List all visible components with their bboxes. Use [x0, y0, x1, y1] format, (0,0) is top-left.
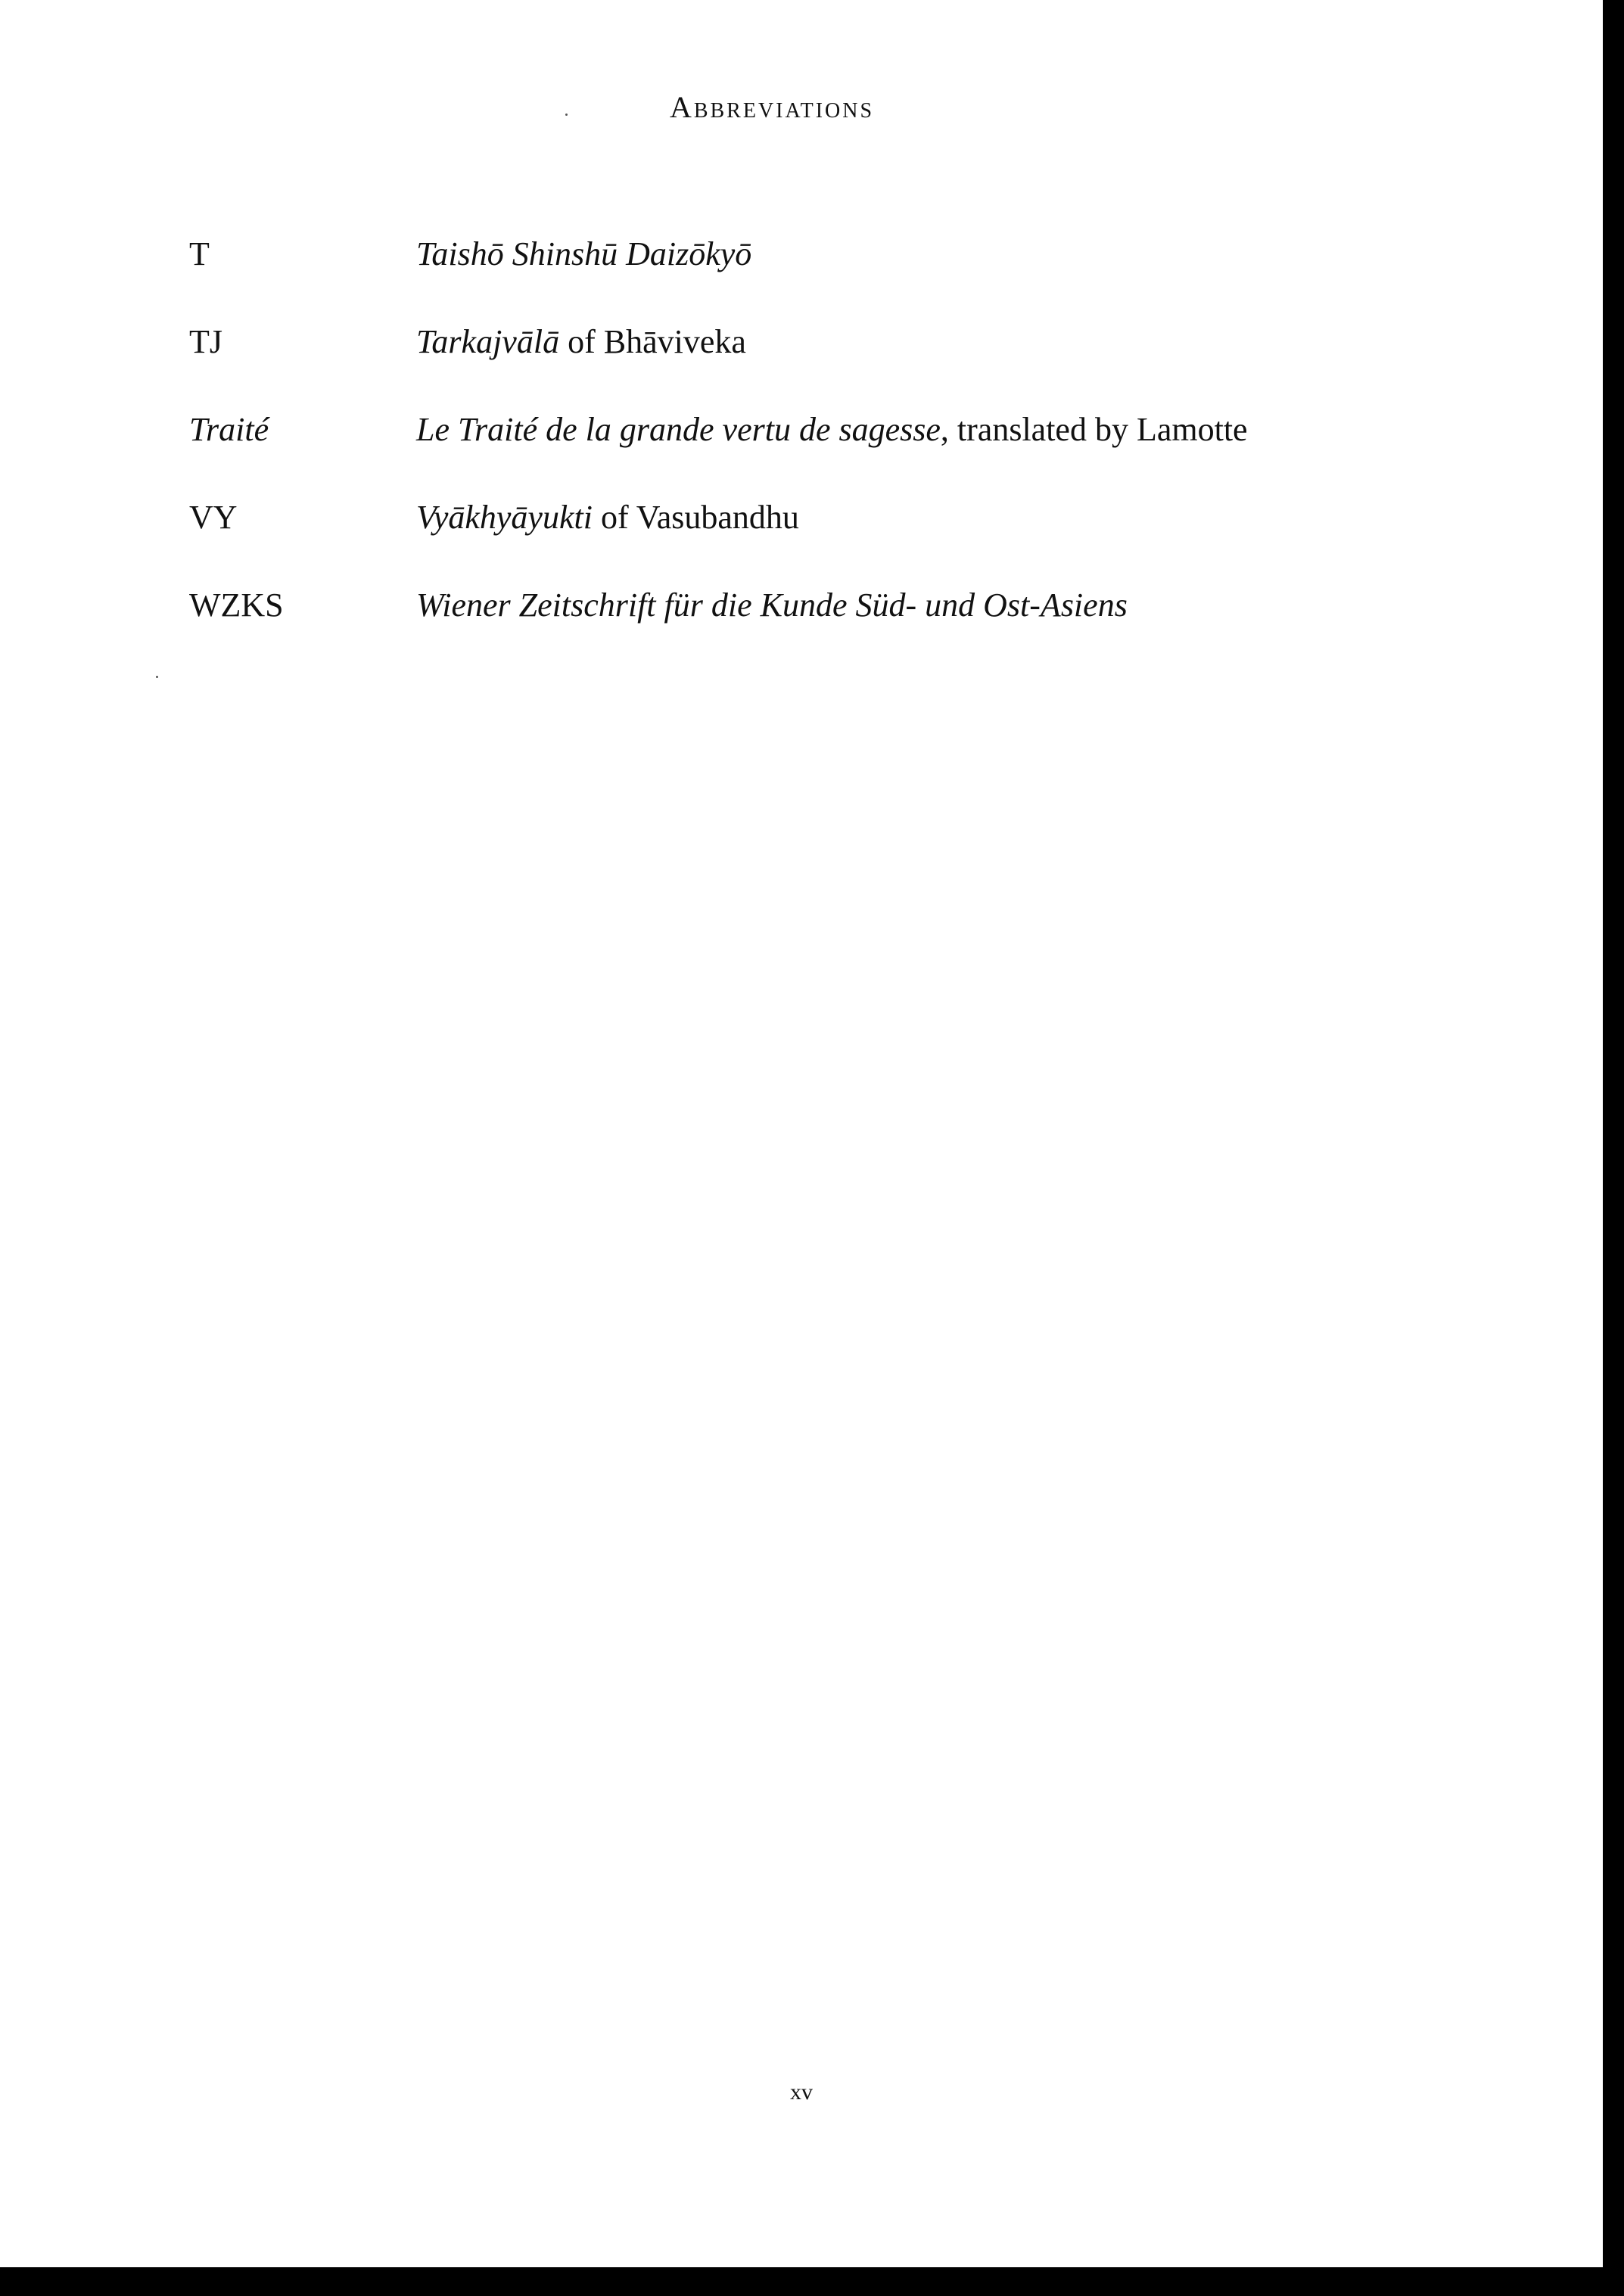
abbreviation-term: VY — [189, 499, 238, 536]
page-heading: Abbreviations — [669, 90, 875, 124]
definition-text-run: , translated by Lamotte — [940, 411, 1248, 448]
abbreviation-term: Traité — [189, 411, 269, 448]
definition-title-run: Le Traité de la grande vertu de sagesse — [416, 411, 941, 448]
abbreviation-entry-vy — [0, 498, 1603, 551]
definition-text-run: of Bhāviveka — [559, 323, 746, 360]
abbreviation-term: T — [189, 235, 210, 272]
scan-speck — [565, 114, 568, 116]
abbreviation-entry-traite — [0, 410, 1603, 463]
abbreviation-entry-tj — [0, 322, 1603, 375]
definition-text-run: of Vasubandhu — [592, 499, 799, 536]
definition-title-run: Tarkajvālā — [416, 323, 560, 360]
definition-title-run: Wiener Zeitschrift für die Kunde Süd- und Ost-Asiens — [416, 586, 1128, 624]
abbreviation-definition — [416, 586, 1128, 624]
abbreviation-term: TJ — [189, 323, 222, 360]
definition-title-run: Taishō Shinshū Daizōkyō — [416, 235, 752, 272]
abbreviation-definition — [416, 410, 1248, 449]
abbreviation-entry-t — [0, 235, 1603, 288]
abbreviation-definition — [416, 235, 751, 273]
scan-speck — [156, 676, 158, 678]
abbreviation-definition — [416, 322, 746, 361]
definition-title-run: Vyākhyāyukti — [416, 499, 593, 536]
page-number: xv — [790, 2080, 813, 2105]
abbreviation-entry-wzks — [0, 586, 1603, 639]
abbreviation-definition — [416, 498, 799, 537]
abbreviation-term: WZKS — [189, 586, 284, 624]
